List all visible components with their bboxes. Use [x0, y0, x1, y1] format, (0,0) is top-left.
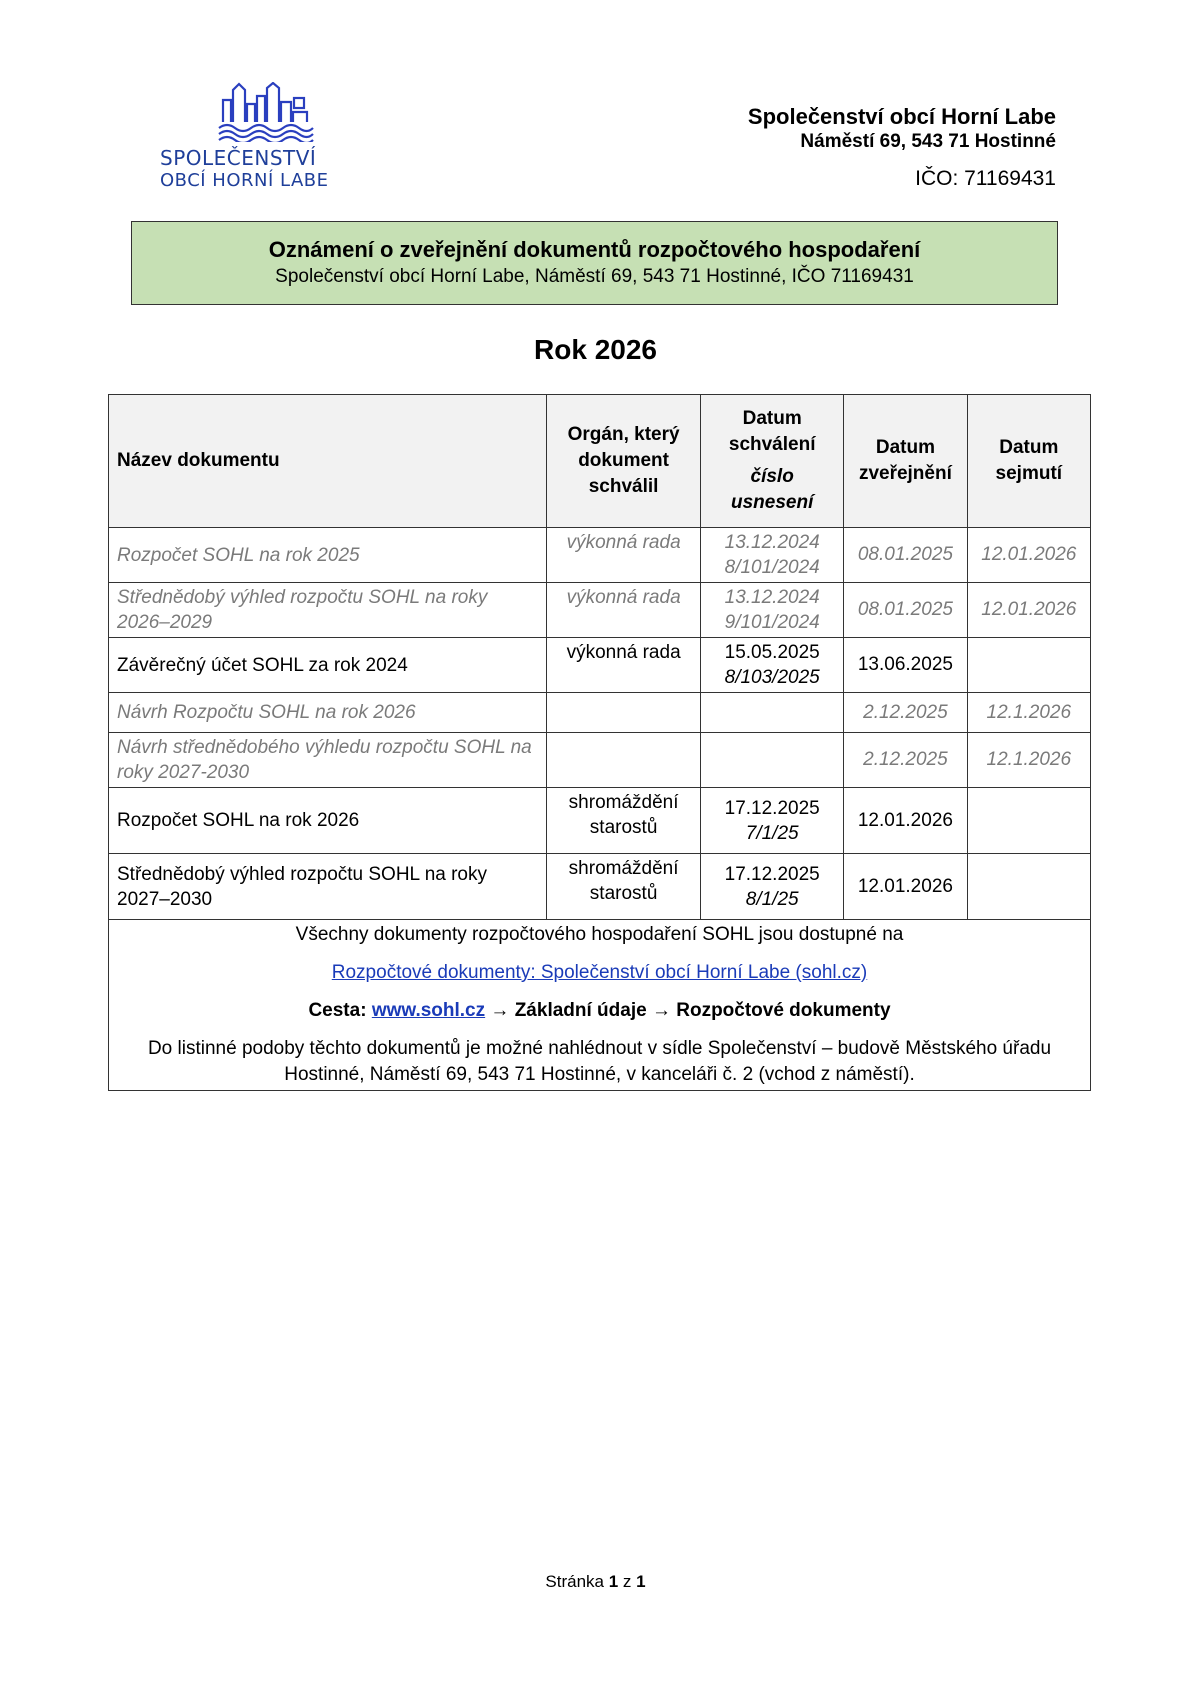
table-row [109, 638, 1091, 693]
table-row [109, 693, 1091, 733]
doc-removed: 12.1.2026 [967, 733, 1090, 788]
doc-published: 08.01.2025 [844, 528, 967, 583]
doc-approval [701, 733, 844, 788]
doc-published: 2.12.2025 [844, 733, 967, 788]
resolution-number: 7/1/25 [745, 822, 799, 844]
doc-removed: 12.1.2026 [967, 693, 1090, 733]
header-resolution: číslo usnesení [730, 466, 814, 513]
resolution-number: 9/101/2024 [724, 612, 820, 633]
footer-info [109, 920, 1091, 1091]
table-row [109, 733, 1091, 788]
doc-approval [701, 638, 844, 693]
doc-organ [547, 693, 701, 733]
documents-table [108, 394, 1091, 1091]
table-footer-row [109, 920, 1091, 1091]
header-removed: Datum sejmutí [967, 395, 1090, 528]
doc-approval [701, 788, 844, 854]
doc-published: 2.12.2025 [844, 693, 967, 733]
doc-organ: shromáždění starostů [547, 788, 701, 854]
availability-text: Všechny dokumenty rozpočtového hospodaření SOHL jsou dostupné na [295, 924, 904, 945]
year-title: Rok 2026 [534, 334, 657, 365]
org-header [748, 104, 1056, 192]
doc-organ [547, 733, 701, 788]
doc-name: Návrh střednědobého výhledu rozpočtu SOHL na roky 2027-2030 [109, 733, 547, 788]
doc-removed [967, 638, 1090, 693]
approval-date: 13.12.2024 [724, 587, 820, 608]
doc-approval [701, 528, 844, 583]
doc-name: Rozpočet SOHL na rok 2025 [109, 528, 547, 583]
header-published: Datum zveřejnění [844, 395, 967, 528]
doc-published: 12.01.2026 [844, 788, 967, 854]
logo [160, 82, 370, 198]
doc-name: Rozpočet SOHL na rok 2026 [109, 788, 547, 854]
page-middle: z [618, 1572, 637, 1591]
castle-icon [215, 82, 315, 142]
resolution-number: 8/1/25 [745, 888, 799, 910]
header-organ: Orgán, který dokument schválil [547, 395, 701, 528]
header-approval-date: Datum schválení [728, 408, 816, 455]
header-approval [701, 395, 844, 528]
table-row [109, 528, 1091, 583]
notice-subtitle: Společenství obcí Horní Labe, Náměstí 69, 543 71 Hostinné, IČO 71169431 [275, 266, 914, 287]
doc-name: Návrh Rozpočtu SOHL na rok 2026 [109, 693, 547, 733]
notice-box [131, 221, 1058, 305]
logo-text-line2: OBCÍ HORNÍ LABE [160, 170, 329, 191]
logo-text-line1: SPOLEČENSTVÍ [160, 146, 317, 170]
doc-removed: 12.01.2026 [967, 528, 1090, 583]
doc-name: Závěrečný účet SOHL za rok 2024 [109, 638, 547, 693]
doc-organ: shromáždění starostů [547, 854, 701, 920]
page-number [0, 1572, 1191, 1592]
table-row [109, 788, 1091, 854]
header-name: Název dokumentu [109, 395, 547, 528]
doc-name: Střednědobý výhled rozpočtu SOHL na roky 2026–2029 [109, 583, 547, 638]
doc-removed [967, 788, 1090, 854]
page-current: 1 [608, 1572, 619, 1591]
site-link[interactable]: www.sohl.cz [371, 1000, 486, 1021]
page-total: 1 [636, 1572, 646, 1591]
budget-documents-link[interactable]: Rozpočtové dokumenty: Společenství obcí Horní Labe (sohl.cz) [331, 962, 868, 983]
notice-title: Oznámení o zveřejnění dokumentů rozpočtového hospodaření [268, 237, 921, 262]
org-address: Náměstí 69, 543 71 Hostinné [800, 131, 1056, 152]
doc-name: Střednědobý výhled rozpočtu SOHL na roky 2027–2030 [109, 854, 547, 920]
table-header-row [109, 395, 1091, 528]
doc-approval [701, 583, 844, 638]
table-row [109, 583, 1091, 638]
org-ico: IČO: 71169431 [915, 167, 1056, 190]
table-row [109, 854, 1091, 920]
doc-removed: 12.01.2026 [967, 583, 1090, 638]
doc-published: 12.01.2026 [844, 854, 967, 920]
paper-note: Do listinné podoby těchto dokumentů je možné nahlédnout v sídle Společenství – budově Městského úřadu Hostinné, Náměstí 69, 543 71 Hostinné, v kanceláři č. 2 (vchod z náměstí). [147, 1038, 1052, 1085]
doc-organ: výkonná rada [547, 583, 701, 638]
resolution-number: 8/103/2025 [724, 667, 820, 688]
doc-organ: výkonná rada [547, 528, 701, 583]
approval-date: 17.12.2025 [724, 797, 820, 819]
resolution-number: 8/101/2024 [724, 557, 820, 578]
approval-date: 13.12.2024 [724, 532, 820, 553]
doc-organ: výkonná rada [547, 638, 701, 693]
navigation-path [117, 998, 1082, 1024]
path-rest: → Základní údaje → Rozpočtové dokumenty [485, 1000, 891, 1021]
page-prefix: Stránka [545, 1572, 609, 1591]
doc-approval [701, 854, 844, 920]
org-name: Společenství obcí Horní Labe [747, 104, 1056, 129]
approval-date: 17.12.2025 [724, 863, 820, 885]
doc-published: 08.01.2025 [844, 583, 967, 638]
approval-date: 15.05.2025 [724, 642, 820, 663]
doc-approval [701, 693, 844, 733]
path-label: Cesta: [308, 1000, 367, 1021]
doc-published: 13.06.2025 [844, 638, 967, 693]
doc-removed [967, 854, 1090, 920]
